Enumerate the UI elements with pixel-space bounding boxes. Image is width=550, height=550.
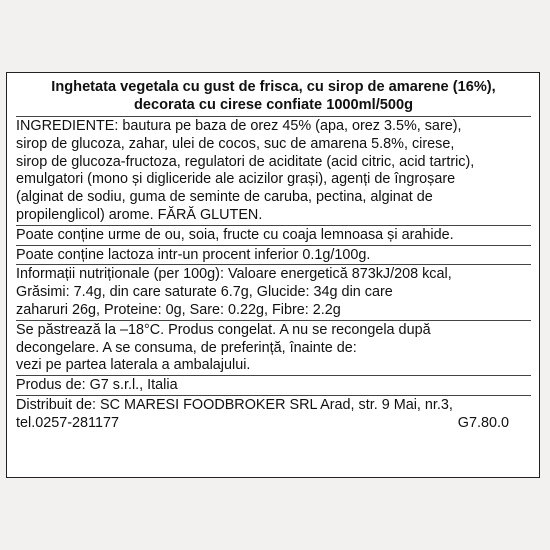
distributor-line: Distribuit de: SC MARESI FOODBROKER SRL Arad, str. 9 Mai, nr.3, [16,396,453,413]
ingredients-line: sirop de glucoza-fructoza, regulatori de aciditate (acid citric, acid tartric), [16,153,475,170]
product-title [16,78,531,114]
storage-line: vezi pe partea laterala a ambalajului. [16,357,251,374]
ingredients-line: propilenglicol) arome. FĂRĂ GLUTEN. [16,206,263,223]
allergen-line: Poate conține lactoza intr-un procent inferior 0.1g/100g. [16,246,371,263]
ingredients-section [16,116,531,225]
ingredients-line: (alginat de sodiu, guma de seminte de caruba, pectina, alginat de [16,189,433,206]
nutrition-line: zaharuri 26g, Proteine: 0g, Sare: 0.22g, Fibre: 2.2g [16,301,341,318]
storage-section [16,320,531,375]
product-code: G7.80.0 [457,414,509,431]
storage-line: Se păstrează la –18°C. Produs congelat. A nu se recongela după [16,321,431,338]
phone-number: tel.0257-281177 [16,414,119,431]
producer-section [16,375,531,395]
title-line-1: Inghetata vegetala cu gust de frisca, cu sirop de amarene (16%), [51,79,496,95]
ingredients-line: INGREDIENTE: bautura pe baza de orez 45% (apa, orez 3.5%, sare), [16,118,462,134]
ingredients-line: emulgatori (mono și digliceride ale acizilor grași), agenți de îngroșare [16,171,456,188]
product-label [6,72,540,478]
producer-line: Produs de: G7 s.r.l., Italia [16,377,178,394]
nutrition-line: Grăsimi: 7.4g, din care saturate 6.7g, Glucide: 34g din care [16,284,393,301]
title-line-2: decorata cu cirese confiate 1000ml/500g [133,97,414,113]
distributor-section [16,395,531,433]
contact-row [16,415,531,433]
allergen-section [16,225,531,245]
lactose-section [16,245,531,265]
nutrition-section [16,264,531,319]
nutrition-line: Informații nutriționale (per 100g): Valoare energetică 873kJ/208 kcal, [16,266,452,283]
allergen-line: Poate conține urme de ou, soia, fructe cu coaja lemnoasa și arahide. [16,226,454,243]
storage-line: decongelare. A se consuma, de preferință, înainte de: [16,339,357,356]
ingredients-line: sirop de glucoza, zahar, ulei de cocos, suc de amarena 5.8%, cirese, [16,135,455,152]
